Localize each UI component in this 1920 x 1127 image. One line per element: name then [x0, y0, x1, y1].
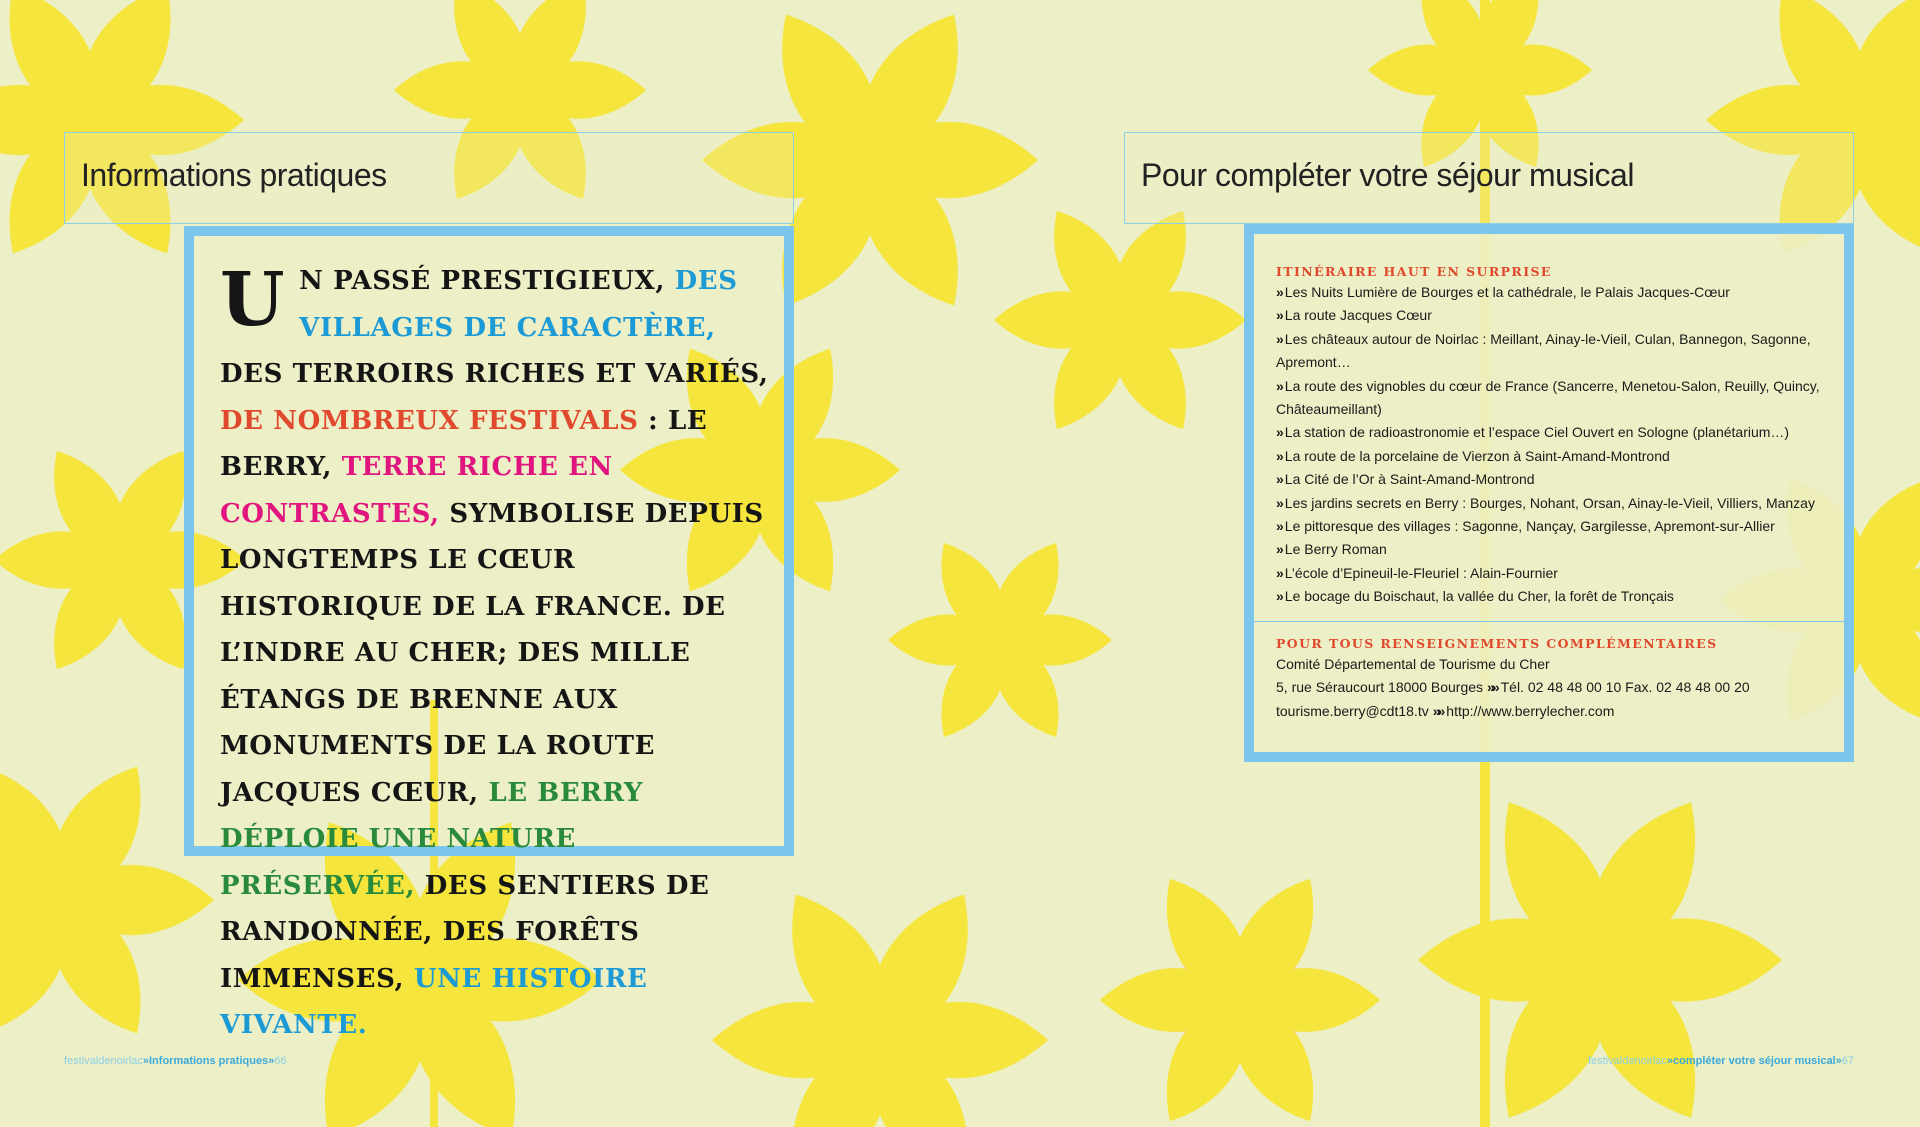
quote-segment: DE NOMBREUX FESTIVALS	[220, 405, 639, 436]
right-page-title: Pour compléter votre séjour musical	[1141, 157, 1634, 193]
list-item	[1276, 468, 1846, 491]
quote-segment: N PASSÉ PRESTIGIEUX,	[299, 266, 675, 296]
list-item-text: Les châteaux autour de Noirlac : Meillant, Ainay-le-Vieil, Culan, Bannegon, Sagonne, Apremont…	[1276, 330, 1811, 371]
list-item-text: La route Jacques Cœur	[1284, 307, 1432, 324]
list-item	[1276, 445, 1846, 468]
page-number: 66	[274, 1055, 287, 1067]
page-number: 67	[1841, 1055, 1854, 1067]
contact-heading: POUR TOUS RENSEIGNEMENTS COMPLÉMENTAIRES	[1276, 636, 1718, 651]
list-item-text: La station de radioastronomie et l’espace Ciel Ouvert en Sologne (planétarium…)	[1284, 424, 1790, 441]
list-item-text: L’école d’Epineuil-le-Fleuriel : Alain-Fournier	[1284, 564, 1558, 581]
left-title-box	[64, 132, 794, 224]
double-arrow-icon: »	[1276, 307, 1282, 324]
list-item	[1276, 562, 1846, 585]
double-arrow-icon: »	[1276, 447, 1282, 464]
contact-org: Comité Départemental de Tourisme du Cher	[1276, 656, 1550, 672]
footer-arrow-icon: »	[1666, 1055, 1673, 1067]
list-item	[1276, 538, 1846, 561]
right-title-box	[1124, 132, 1854, 224]
quote-segment: DES VILLAGES DE CARACTÈRE,	[299, 266, 738, 343]
double-arrow-icon: »	[1276, 588, 1282, 605]
quote-segment: TERRE RICHE EN CONTRASTES,	[220, 452, 613, 529]
double-arrow-icon: »	[1276, 284, 1282, 300]
list-item-text: La Cité de l’Or à Saint-Amand-Montrond	[1284, 471, 1535, 488]
list-item	[1276, 515, 1846, 538]
quote-segment: SYMBOLISE DEPUIS LONGTEMPS LE CŒUR HISTORIQUE DE LA FRANCE. DE L’INDRE AU CHER; DES MILLE ÉTANGS DE BRENNE AUX MONUMENTS DE LA ROUTE JACQUES CŒUR,	[220, 498, 764, 808]
footer-brand: festivaldenoirlac	[64, 1055, 143, 1067]
drop-cap: U	[220, 257, 286, 343]
double-arrow-icon: »	[1276, 424, 1282, 441]
double-arrow-icon: »	[1276, 564, 1282, 581]
quote-frame	[184, 226, 794, 1040]
footer-right	[1588, 1055, 1854, 1067]
double-arrow-icon: »	[1276, 471, 1282, 488]
list-item	[1276, 281, 1846, 304]
quote-segment: UNE HISTOIRE VIVANTE.	[220, 963, 648, 1040]
left-page-title: Informations pratiques	[81, 157, 387, 193]
double-arrow-icon: »	[1276, 377, 1282, 394]
section-divider	[1254, 621, 1844, 622]
itinerary-list	[1276, 281, 1846, 609]
list-item	[1276, 492, 1846, 515]
triple-arrow-icon: »»	[1432, 702, 1443, 719]
double-arrow-icon: »	[1276, 541, 1282, 558]
quote-segment: DES SENTIERS DE RANDONNÉE, DES FORÊTS IMMENSES,	[220, 870, 710, 994]
list-item-text: Le pittoresque des villages : Sagonne, Nançay, Gargilesse, Apremont-sur-Allier	[1284, 518, 1775, 535]
list-item-text: La route des vignobles du cœur de France (Sancerre, Menetou-Salon, Reuilly, Quincy, Châteaumeillant)	[1276, 377, 1820, 418]
list-item-text: Les Nuits Lumière de Bourges et la cathédrale, le Palais Jacques-Cœur	[1284, 284, 1730, 300]
list-item	[1276, 304, 1846, 327]
list-item-text: Le Berry Roman	[1284, 541, 1387, 558]
list-item	[1276, 328, 1846, 375]
footer-section: Informations pratiques	[149, 1055, 269, 1067]
contact-email[interactable]: tourisme.berry@cdt18.tv	[1276, 702, 1429, 719]
itinerary-section	[1276, 264, 1846, 609]
footer-left	[64, 1055, 287, 1067]
double-arrow-icon: »	[1276, 518, 1282, 535]
contact-line	[1276, 700, 1846, 723]
quote-segment: : LE BERRY,	[220, 405, 708, 482]
list-item	[1276, 585, 1846, 608]
list-item-text: Le bocage du Boischaut, la vallée du Cher, la forêt de Tronçais	[1284, 588, 1674, 605]
list-item-text: La route de la porcelaine de Vierzon à Saint-Amand-Montrond	[1284, 447, 1670, 464]
list-item	[1276, 421, 1846, 444]
intro-quote	[220, 258, 780, 1049]
contact-line	[1276, 676, 1846, 699]
contact-website[interactable]: http://www.berrylecher.com	[1446, 702, 1615, 719]
list-item	[1276, 375, 1846, 422]
contact-phone: Tél. 02 48 48 00 10 Fax. 02 48 48 00 20	[1500, 679, 1750, 696]
footer-arrow-icon: »	[1835, 1055, 1842, 1067]
footer-arrow-icon: »	[142, 1055, 149, 1067]
info-frame	[1244, 224, 1854, 762]
quote-segment: DES TERROIRS RICHES ET VARIÉS,	[220, 359, 769, 389]
footer-section: compléter votre séjour musical	[1673, 1055, 1836, 1067]
contact-address: 5, rue Séraucourt 18000 Bourges	[1276, 679, 1484, 696]
itinerary-heading: ITINÉRAIRE HAUT EN SURPRISE	[1276, 264, 1552, 279]
list-item-text: Les jardins secrets en Berry : Bourges, Nohant, Orsan, Ainay-le-Vieil, Villiers, Manzay	[1284, 494, 1815, 511]
quote-segment: LE BERRY DÉPLOIE UNE NATURE PRÉSERVÉE,	[220, 777, 644, 901]
footer-brand: festivaldenoirlac	[1588, 1055, 1667, 1067]
contact-section	[1276, 636, 1846, 723]
footer-arrow-icon: »	[268, 1055, 275, 1067]
double-arrow-icon: »	[1276, 330, 1282, 347]
double-arrow-icon: »	[1276, 494, 1282, 511]
triple-arrow-icon: »»	[1487, 679, 1497, 696]
